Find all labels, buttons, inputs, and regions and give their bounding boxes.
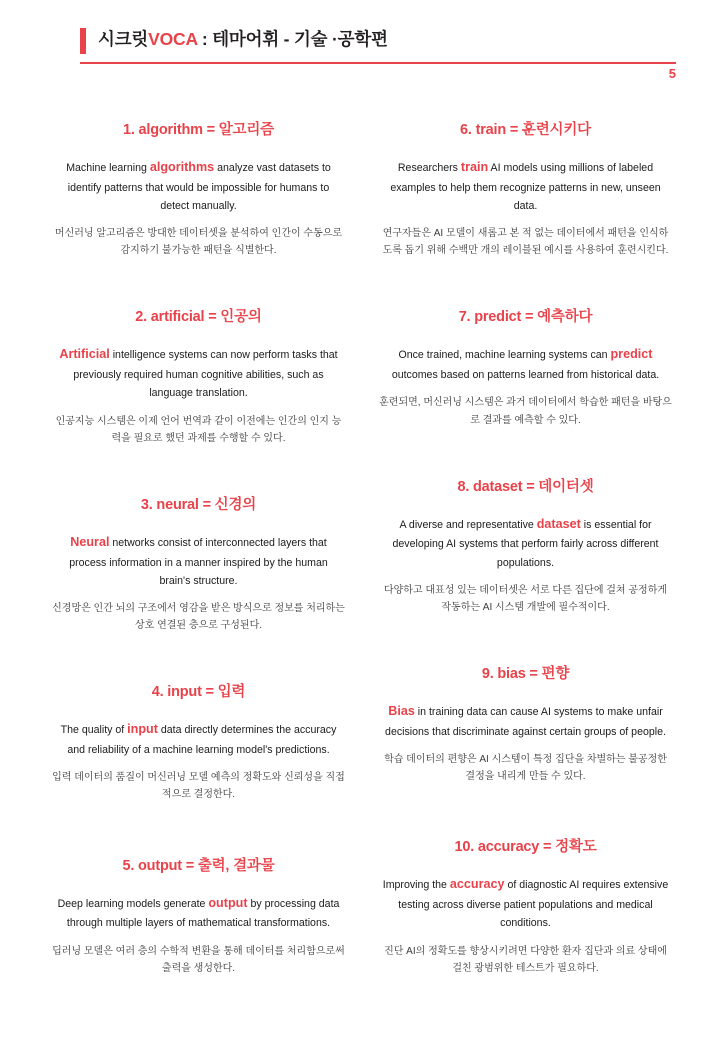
sentence-before: Machine learning: [66, 162, 150, 174]
entry-keyword: Bias: [388, 704, 415, 719]
entry-keyword: algorithms: [149, 160, 215, 174]
entry-korean: 학습 데이터의 편향은 AI 시스템이 특정 집단을 차별하는 불공정한 결정을 내리게 만들 수 있다.: [384, 754, 667, 783]
entry-keyword: Artificial: [59, 347, 110, 362]
vocab-entry: [375, 475, 676, 616]
entry-title: 2. artificial = 인공의: [135, 309, 262, 326]
entry-title: 1. algorithm = 알고리즘: [123, 122, 274, 138]
title-suffix: : 테마어휘 - 기술 ·공학편: [197, 29, 388, 49]
entry-title: 5. output = 출력, 결과물: [122, 857, 275, 874]
vocab-entry: [48, 854, 349, 977]
entry-keyword: train: [460, 160, 489, 174]
header-divider: [80, 62, 676, 64]
entry-keyword: Neural: [70, 534, 110, 549]
entry-keyword: accuracy: [449, 877, 505, 892]
title-accent: VOCA: [148, 29, 198, 49]
vocab-entry: [48, 493, 349, 634]
vocab-entry: [48, 118, 349, 259]
page-header: [80, 26, 676, 81]
sentence-before: Improving the: [382, 879, 450, 892]
entry-korean: 인공지능 시스템은 이제 언어 번역과 같이 이전에는 인간의 인지 능력을 필요로 했던 과제를 수행할 수 있다.: [55, 415, 342, 444]
entry-english: [381, 344, 670, 384]
sentence-after: data directly determines the accuracy and reliability of a machine learning model's predictions.: [67, 724, 337, 757]
column-left: [48, 118, 349, 1021]
vocab-entry: [375, 118, 676, 259]
entry-english: [54, 893, 343, 933]
entry-korean: 머신러닝 알고리즘은 방대한 데이터셋을 분석하여 인간이 수동으로 감지하기 불가능한 패턴을 식별한다.: [54, 228, 343, 257]
entry-english: [381, 514, 670, 572]
sentence-after: by processing data through multiple layers of mathematical transformations.: [66, 897, 340, 930]
header-accent-bar: [80, 28, 86, 54]
entry-korean: 연구자들은 AI 모델이 새롭고 본 적 없는 데이터에서 패턴을 인식하도록 돕기 위해 수백만 개의 레이블된 예시를 사용하여 훈련시킨다.: [382, 228, 669, 257]
entry-title: 8. dataset = 데이터셋: [457, 478, 594, 495]
vocab-entry: [48, 305, 349, 446]
entry-korean: 훈련되면, 머신러닝 시스템은 과거 데이터에서 학습한 패턴을 바탕으로 결과를 예측할 수 있다.: [379, 397, 672, 426]
entry-english: [381, 874, 670, 932]
vocabulary-content: [48, 118, 676, 1021]
sentence-before: Once trained, machine learning systems can: [398, 349, 611, 362]
entry-keyword: input: [127, 722, 158, 737]
entry-english: [54, 719, 343, 759]
entry-keyword: predict: [610, 347, 653, 362]
entry-english: [54, 532, 343, 590]
entry-title: 9. bias = 편향: [481, 666, 570, 683]
sentence-before: Researchers: [397, 162, 461, 174]
entry-korean: 다양하고 대표성 있는 데이터셋은 서로 다른 집단에 걸쳐 공정하게 작동하는 AI 시스템 개발에 필수적이다.: [383, 584, 668, 613]
sentence-after: AI models using millions of labeled examples to help them recognize patterns in new, unseen data.: [390, 162, 661, 212]
entry-keyword: output: [208, 895, 248, 910]
sentence-before: The quality of: [60, 724, 128, 737]
vocab-entry: [48, 680, 349, 803]
entry-english: [381, 701, 670, 741]
sentence-after: of diagnostic AI requires extensive testing across diverse patient populations and medical conditions.: [398, 879, 669, 930]
entry-english: [381, 157, 670, 215]
sentence-after: intelligence systems can now perform tasks that previously required human cognitive abilities, such as language translation.: [73, 349, 338, 400]
entry-english: [54, 344, 343, 402]
sentence-before: A diverse and representative: [399, 518, 537, 531]
entry-title: 6. train = 훈련시키다: [460, 122, 591, 138]
entry-korean: 신경망은 인간 뇌의 구조에서 영감을 받은 방식으로 정보를 처리하는 상호 연결된 층으로 구성된다.: [52, 603, 345, 632]
entry-korean: 딥러닝 모델은 여러 층의 수학적 변환을 통해 데이터를 처리함으로써 출력을 생성한다.: [52, 945, 345, 974]
entry-title: 4. input = 입력: [151, 684, 246, 701]
column-right: [375, 118, 676, 1021]
page-title: [98, 26, 388, 51]
entry-title: 7. predict = 예측하다: [458, 309, 593, 326]
entry-korean: 진단 AI의 정확도를 향상시키려면 다양한 환자 집단과 의료 상태에 걸친 광범위한 테스트가 필요하다.: [384, 945, 667, 974]
entry-keyword: dataset: [536, 516, 581, 531]
title-prefix: 시크릿: [98, 29, 149, 49]
worksheet-page: [0, 26, 724, 1050]
page-number: 5: [668, 66, 676, 81]
sentence-after: networks consist of interconnected layers that process information in a manner inspired by the human brain's structure.: [69, 536, 328, 587]
entry-title: 10. accuracy = 정확도: [454, 839, 597, 856]
sentence-after: analyze vast datasets to identify patterns that would be impossible for humans to detect manually.: [67, 162, 331, 212]
entry-korean: 입력 데이터의 품질이 머신러닝 모델 예측의 정확도와 신뢰성을 직접적으로 결정한다.: [52, 772, 345, 801]
vocab-entry: [375, 305, 676, 428]
entry-title: 3. neural = 신경의: [140, 496, 257, 513]
sentence-after: in training data can cause AI systems to make unfair decisions that discriminate against certain groups of people.: [385, 706, 666, 738]
sentence-before: Deep learning models generate: [57, 897, 209, 910]
entry-english: [54, 157, 343, 215]
sentence-after: outcomes based on patterns learned from historical data.: [391, 369, 660, 382]
vocab-entry: [375, 662, 676, 785]
sentence-after: is essential for developing AI systems that perform fairly across different populations.: [392, 518, 659, 569]
vocab-entry: [375, 835, 676, 976]
